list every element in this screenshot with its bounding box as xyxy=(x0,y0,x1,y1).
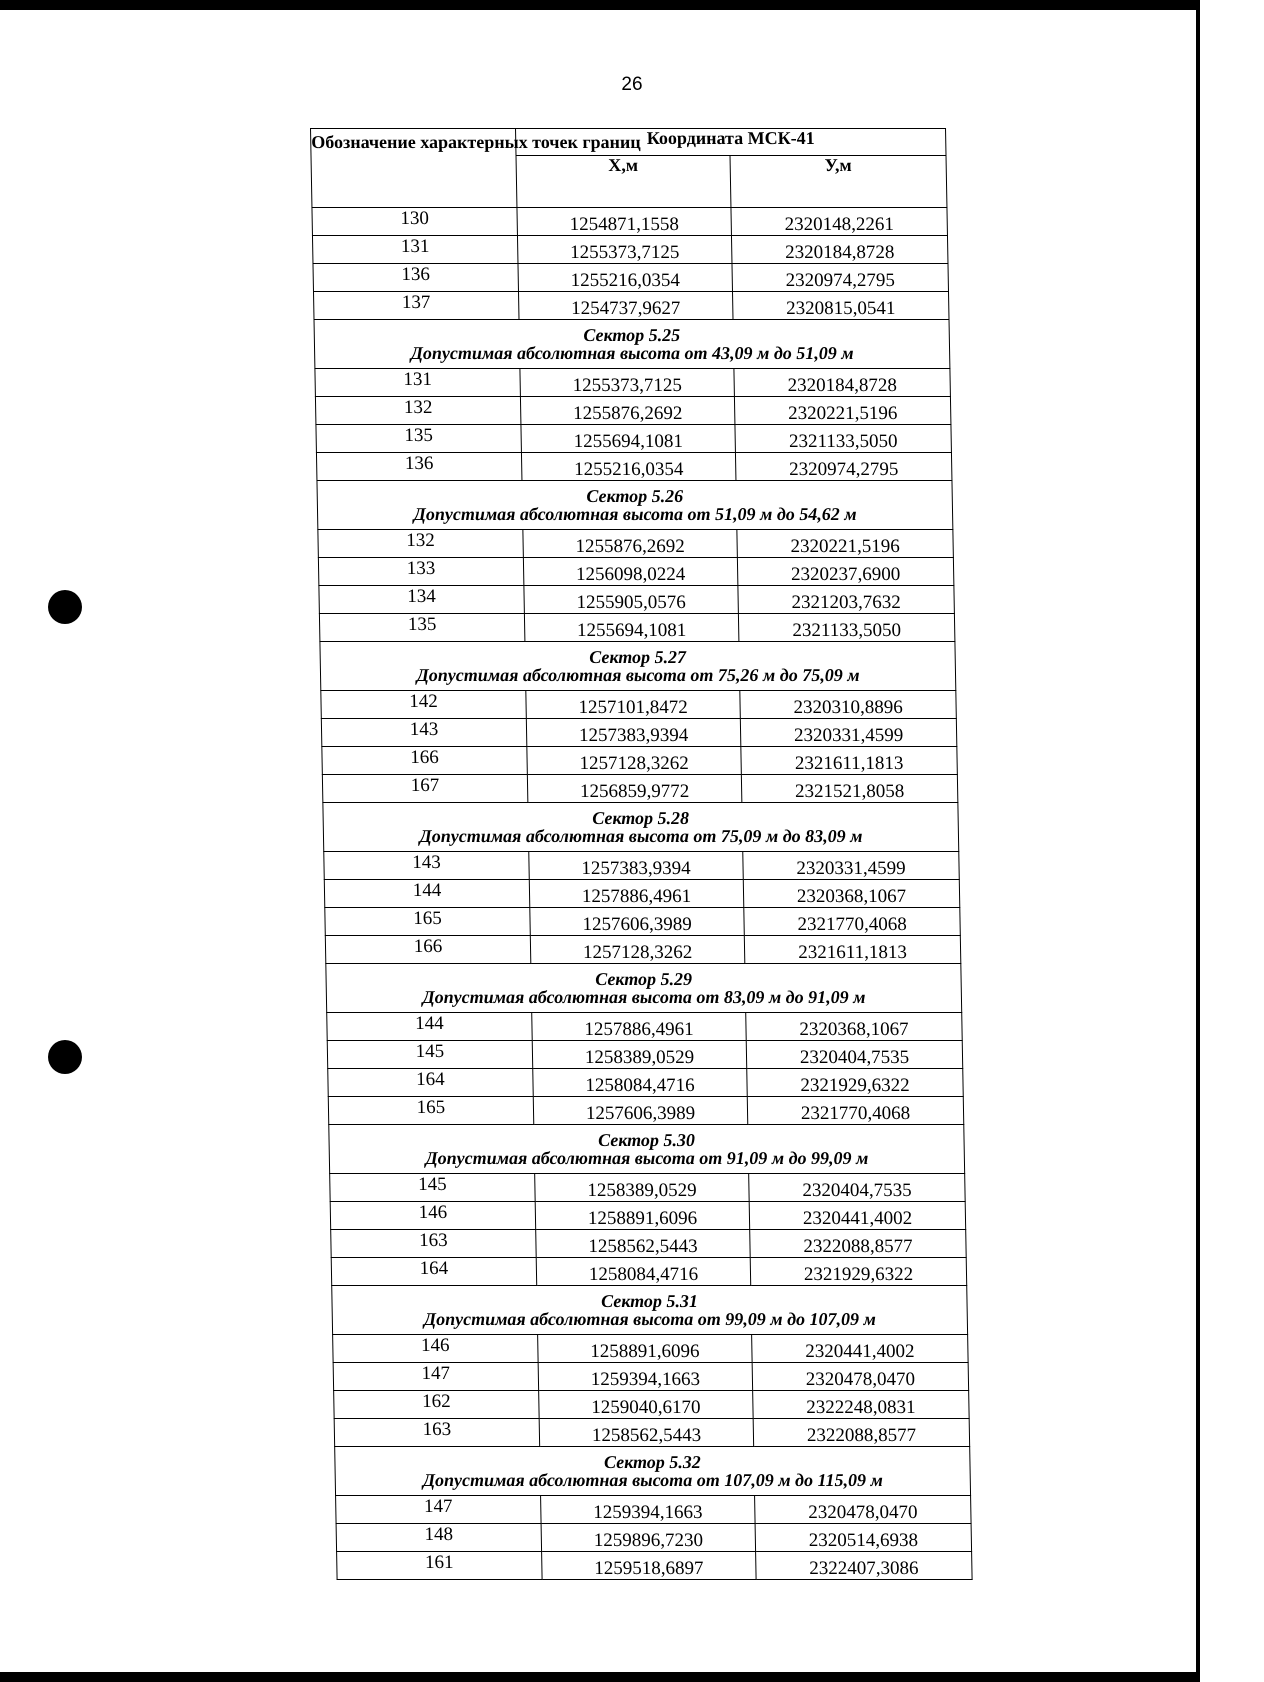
x-coordinate-cell: 1257606,3989 xyxy=(530,908,745,936)
y-coordinate-cell: 2320148,2261 xyxy=(731,208,948,236)
point-number-cell: 162 xyxy=(334,1391,540,1419)
table-row xyxy=(330,1202,966,1230)
point-number-cell: 130 xyxy=(312,208,518,236)
point-number-cell: 163 xyxy=(331,1230,537,1258)
point-number-cell: 147 xyxy=(333,1363,539,1391)
x-coordinate-cell: 1255876,2692 xyxy=(520,397,735,425)
x-coordinate-cell: 1259518,6897 xyxy=(542,1552,757,1580)
point-number-cell: 165 xyxy=(325,908,531,936)
x-coordinate-cell: 1259896,7230 xyxy=(541,1524,756,1552)
x-coordinate-cell: 1259394,1663 xyxy=(541,1496,756,1524)
x-coordinate-cell: 1258389,0529 xyxy=(535,1174,750,1202)
table-row xyxy=(316,453,952,481)
table-row xyxy=(334,1419,970,1447)
y-coordinate-cell: 2320404,7535 xyxy=(746,1041,963,1069)
y-coordinate-cell: 2322407,3086 xyxy=(756,1552,973,1580)
y-coordinate-cell: 2321611,1813 xyxy=(741,747,958,775)
table-row xyxy=(321,691,957,719)
x-coordinate-cell: 1257886,4961 xyxy=(532,1013,747,1041)
y-coordinate-cell: 2322088,8577 xyxy=(753,1419,970,1447)
sector-height-range: Допустимая абсолютная высота от 99,09 м до 107,09 м xyxy=(332,1310,967,1335)
scan-border-right xyxy=(1196,0,1200,1682)
sector-title-row xyxy=(326,964,961,989)
x-coordinate-cell: 1257886,4961 xyxy=(529,880,744,908)
y-coordinate-cell: 2320974,2795 xyxy=(732,264,949,292)
table-row xyxy=(327,1013,963,1041)
sector-title-row xyxy=(320,642,955,667)
table-row xyxy=(334,1391,970,1419)
point-number-cell: 165 xyxy=(328,1097,534,1125)
table-row xyxy=(318,530,954,558)
y-coordinate-cell: 2321770,4068 xyxy=(747,1097,964,1125)
sector-title-row xyxy=(317,481,952,506)
x-coordinate-cell: 1255876,2692 xyxy=(523,530,738,558)
table-row xyxy=(312,236,948,264)
point-number-cell: 146 xyxy=(330,1202,536,1230)
x-coordinate-cell: 1258891,6096 xyxy=(535,1202,750,1230)
point-number-cell: 131 xyxy=(315,369,521,397)
y-coordinate-cell: 2321521,8058 xyxy=(741,775,958,803)
x-coordinate-cell: 1259394,1663 xyxy=(538,1363,753,1391)
header-y: У,м xyxy=(730,156,947,208)
y-coordinate-cell: 2320221,5196 xyxy=(737,530,954,558)
x-coordinate-cell: 1254737,9627 xyxy=(518,292,733,320)
point-number-cell: 145 xyxy=(327,1041,533,1069)
point-number-cell: 148 xyxy=(336,1524,542,1552)
point-number-cell: 143 xyxy=(321,719,527,747)
table-row xyxy=(313,264,949,292)
x-coordinate-cell: 1258891,6096 xyxy=(538,1335,753,1363)
x-coordinate-cell: 1258389,0529 xyxy=(532,1041,747,1069)
table-row xyxy=(316,425,952,453)
sector-height-range-row xyxy=(314,344,949,369)
y-coordinate-cell: 2321929,6322 xyxy=(747,1069,964,1097)
table-row xyxy=(327,1041,963,1069)
table-row xyxy=(312,208,948,236)
y-coordinate-cell: 2320184,8728 xyxy=(734,369,951,397)
sector-height-range-row xyxy=(332,1310,967,1335)
x-coordinate-cell: 1255694,1081 xyxy=(521,425,736,453)
sector-title-row xyxy=(314,320,949,345)
y-coordinate-cell: 2320184,8728 xyxy=(731,236,948,264)
point-number-cell: 144 xyxy=(327,1013,533,1041)
x-coordinate-cell: 1255905,0576 xyxy=(524,586,739,614)
header-x: Х,м xyxy=(516,156,731,208)
table-row xyxy=(331,1230,967,1258)
table-row xyxy=(336,1524,972,1552)
x-coordinate-cell: 1257606,3989 xyxy=(533,1097,748,1125)
sector-title: Сектор 5.29 xyxy=(326,964,961,989)
sector-title: Сектор 5.30 xyxy=(329,1125,964,1150)
table-row xyxy=(328,1097,964,1125)
table-row xyxy=(333,1363,969,1391)
y-coordinate-cell: 2320237,6900 xyxy=(737,558,954,586)
table-row xyxy=(333,1335,969,1363)
point-number-cell: 164 xyxy=(331,1258,537,1286)
point-number-cell: 167 xyxy=(322,775,528,803)
x-coordinate-cell: 1258084,4716 xyxy=(536,1258,751,1286)
sector-height-range: Допустимая абсолютная высота от 43,09 м до 51,09 м xyxy=(314,344,949,369)
point-number-cell: 132 xyxy=(318,530,524,558)
table-row xyxy=(315,369,951,397)
sector-title: Сектор 5.27 xyxy=(320,642,955,667)
table-row xyxy=(321,719,957,747)
sector-title: Сектор 5.25 xyxy=(314,320,949,345)
x-coordinate-cell: 1257383,9394 xyxy=(526,719,741,747)
y-coordinate-cell: 2320514,6938 xyxy=(755,1524,972,1552)
point-number-cell: 136 xyxy=(313,264,519,292)
y-coordinate-cell: 2320478,0470 xyxy=(752,1363,969,1391)
point-number-cell: 164 xyxy=(328,1069,534,1097)
point-number-cell: 161 xyxy=(337,1552,543,1580)
y-coordinate-cell: 2320974,2795 xyxy=(735,453,952,481)
y-coordinate-cell: 2320815,0541 xyxy=(732,292,949,320)
point-number-cell: 135 xyxy=(319,614,525,642)
x-coordinate-cell: 1255373,7125 xyxy=(517,236,732,264)
point-number-cell: 145 xyxy=(330,1174,536,1202)
x-coordinate-cell: 1255694,1081 xyxy=(524,614,739,642)
y-coordinate-cell: 2321611,1813 xyxy=(744,936,961,964)
point-number-cell: 146 xyxy=(333,1335,539,1363)
y-coordinate-cell: 2320368,1067 xyxy=(743,880,960,908)
sector-title: Сектор 5.28 xyxy=(323,803,958,828)
table-row xyxy=(313,292,949,320)
y-coordinate-cell: 2322088,8577 xyxy=(750,1230,967,1258)
sector-height-range-row xyxy=(326,988,961,1013)
point-number-cell: 166 xyxy=(325,936,531,964)
y-coordinate-cell: 2320331,4599 xyxy=(743,852,960,880)
point-number-cell: 163 xyxy=(334,1419,540,1447)
sector-title-row xyxy=(329,1125,964,1150)
table-row xyxy=(315,397,951,425)
point-number-cell: 144 xyxy=(324,880,530,908)
y-coordinate-cell: 2321929,6322 xyxy=(750,1258,967,1286)
header-point-designation: Обозначение характерных точек границ xyxy=(311,129,517,208)
point-number-cell: 142 xyxy=(321,691,527,719)
sector-height-range-row xyxy=(317,505,952,530)
coordinates-table xyxy=(310,128,973,1580)
point-number-cell: 137 xyxy=(313,292,519,320)
y-coordinate-cell: 2320310,8896 xyxy=(740,691,957,719)
table-header xyxy=(311,129,947,208)
table-body xyxy=(312,208,972,1580)
y-coordinate-cell: 2320441,4002 xyxy=(752,1335,969,1363)
point-number-cell: 166 xyxy=(322,747,528,775)
scan-border-bottom xyxy=(0,1672,1200,1682)
x-coordinate-cell: 1257101,8472 xyxy=(526,691,741,719)
y-coordinate-cell: 2320441,4002 xyxy=(749,1202,966,1230)
punch-hole xyxy=(48,590,82,624)
punch-hole xyxy=(48,1040,82,1074)
point-number-cell: 134 xyxy=(319,586,525,614)
sector-height-range: Допустимая абсолютная высота от 51,09 м до 54,62 м xyxy=(317,505,952,530)
x-coordinate-cell: 1256859,9772 xyxy=(527,775,742,803)
sector-title-row xyxy=(332,1286,967,1311)
y-coordinate-cell: 2322248,0831 xyxy=(753,1391,970,1419)
x-coordinate-cell: 1254871,1558 xyxy=(517,208,732,236)
sector-height-range-row xyxy=(323,827,958,852)
y-coordinate-cell: 2320478,0470 xyxy=(755,1496,972,1524)
table-row xyxy=(318,558,954,586)
y-coordinate-cell: 2320331,4599 xyxy=(740,719,957,747)
table-row xyxy=(319,586,955,614)
table-row xyxy=(322,747,958,775)
table-row xyxy=(330,1174,966,1202)
x-coordinate-cell: 1256098,0224 xyxy=(523,558,738,586)
sector-height-range: Допустимая абсолютная высота от 83,09 м до 91,09 м xyxy=(326,988,961,1013)
x-coordinate-cell: 1258084,4716 xyxy=(533,1069,748,1097)
y-coordinate-cell: 2321133,5050 xyxy=(738,614,955,642)
table-row xyxy=(325,936,961,964)
sector-height-range-row xyxy=(320,666,955,691)
y-coordinate-cell: 2321203,7632 xyxy=(738,586,955,614)
x-coordinate-cell: 1259040,6170 xyxy=(539,1391,754,1419)
table-row xyxy=(336,1496,972,1524)
x-coordinate-cell: 1258562,5443 xyxy=(539,1419,754,1447)
x-coordinate-cell: 1255216,0354 xyxy=(521,453,736,481)
table-row xyxy=(331,1258,967,1286)
x-coordinate-cell: 1258562,5443 xyxy=(536,1230,751,1258)
sector-height-range: Допустимая абсолютная высота от 107,09 м до 115,09 м xyxy=(335,1471,970,1496)
point-number-cell: 133 xyxy=(318,558,524,586)
sector-title-row xyxy=(335,1447,970,1472)
sector-height-range: Допустимая абсолютная высота от 75,09 м до 83,09 м xyxy=(323,827,958,852)
table-row xyxy=(325,908,961,936)
table-row xyxy=(322,775,958,803)
y-coordinate-cell: 2321770,4068 xyxy=(744,908,961,936)
page-number: 26 xyxy=(621,74,643,95)
x-coordinate-cell: 1257383,9394 xyxy=(529,852,744,880)
point-number-cell: 132 xyxy=(315,397,521,425)
y-coordinate-cell: 2320368,1067 xyxy=(746,1013,963,1041)
sector-height-range: Допустимая абсолютная высота от 91,09 м до 99,09 м xyxy=(329,1149,964,1174)
sector-title: Сектор 5.32 xyxy=(335,1447,970,1472)
header-coordinate-system: Координата МСК-41 xyxy=(516,129,946,156)
x-coordinate-cell: 1257128,3262 xyxy=(527,747,742,775)
point-number-cell: 136 xyxy=(316,453,522,481)
scan-border-top xyxy=(0,0,1200,10)
table-row xyxy=(324,852,960,880)
point-number-cell: 131 xyxy=(312,236,518,264)
x-coordinate-cell: 1255373,7125 xyxy=(520,369,735,397)
point-number-cell: 143 xyxy=(324,852,530,880)
x-coordinate-cell: 1255216,0354 xyxy=(518,264,733,292)
sector-height-range-row xyxy=(329,1149,964,1174)
sector-height-range: Допустимая абсолютная высота от 75,26 м до 75,09 м xyxy=(320,666,955,691)
y-coordinate-cell: 2320221,5196 xyxy=(734,397,951,425)
sector-title: Сектор 5.26 xyxy=(317,481,952,506)
table-row xyxy=(328,1069,964,1097)
point-number-cell: 135 xyxy=(316,425,522,453)
table-row xyxy=(337,1552,973,1580)
point-number-cell: 147 xyxy=(336,1496,542,1524)
sector-title-row xyxy=(323,803,958,828)
table-row xyxy=(324,880,960,908)
y-coordinate-cell: 2320404,7535 xyxy=(749,1174,966,1202)
table-row xyxy=(319,614,955,642)
sector-height-range-row xyxy=(335,1471,970,1496)
y-coordinate-cell: 2321133,5050 xyxy=(735,425,952,453)
x-coordinate-cell: 1257128,3262 xyxy=(530,936,745,964)
sector-title: Сектор 5.31 xyxy=(332,1286,967,1311)
